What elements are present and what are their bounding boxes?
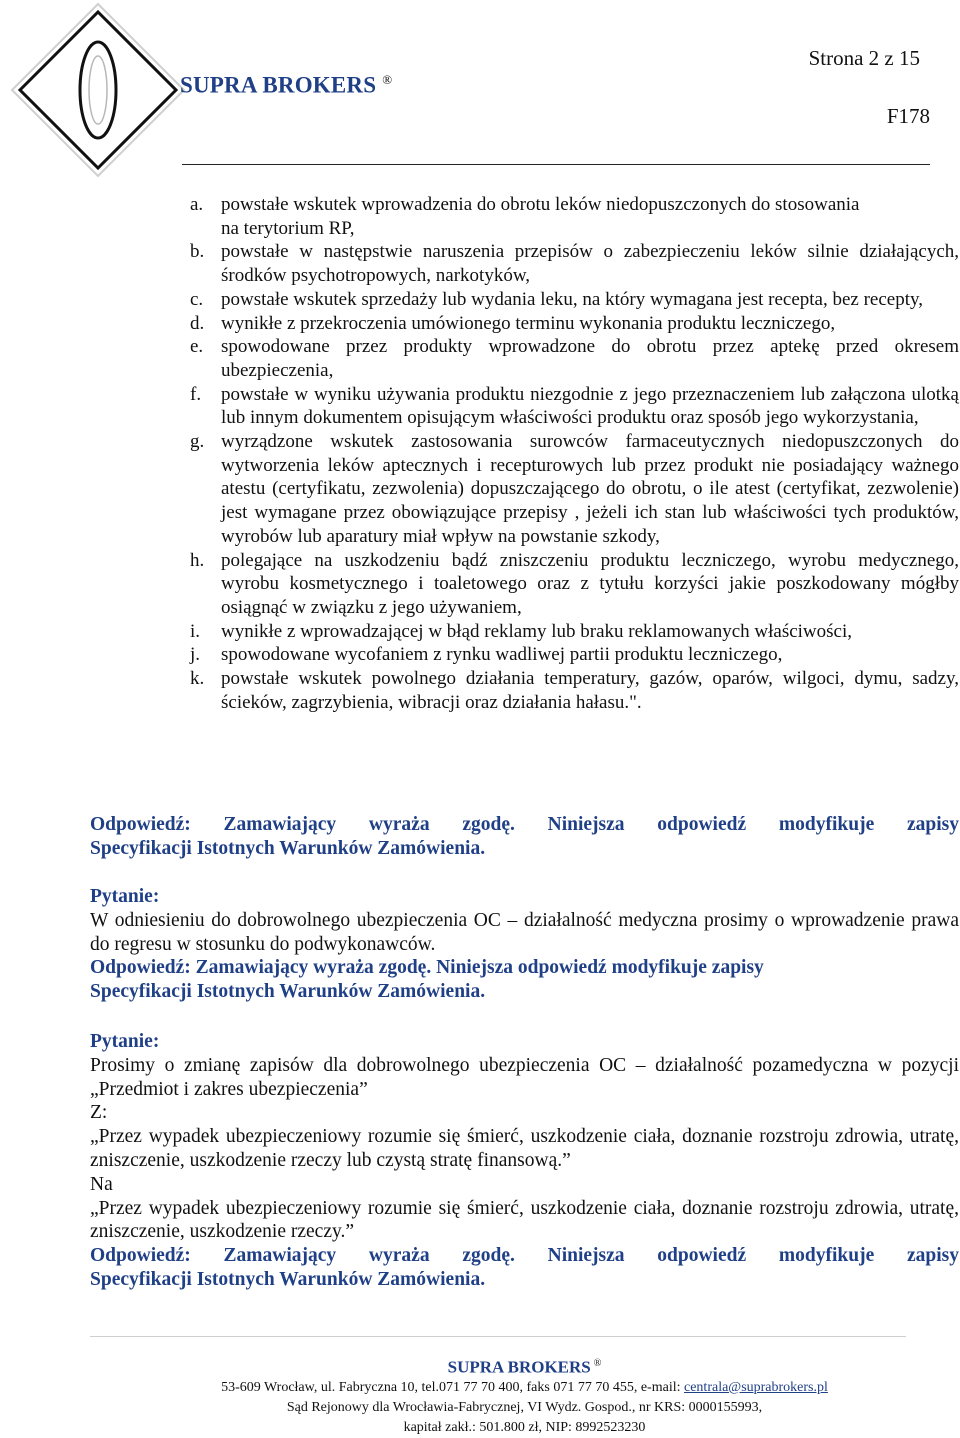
question-2-label: Pytanie: xyxy=(90,886,160,907)
list-marker: j. xyxy=(190,644,201,666)
list-marker: g. xyxy=(190,431,205,453)
list-marker: b. xyxy=(190,241,205,263)
answer-3-line-2: Specyfikacji Istotnych Warunków Zamówienia. xyxy=(90,1268,486,1290)
list-item-text: polegające na uszkodzeniu bądź zniszczeniu produktu leczniczego, wyrobu medycznego, wyrobu kosmetycznego i toaletowego oraz z tytułu korzyści jakie poszkodowany mógłby osiągnąć w związku z jego używaniem, xyxy=(221,549,959,618)
list-item-text: spowodowane wycofaniem z rynku wadliwej partii produktu leczniczego, xyxy=(221,644,783,666)
footer-brand: SUPRA BROKERS ® xyxy=(447,1357,602,1377)
page-number: Strona 2 z 15 xyxy=(808,46,920,70)
question-3-label: Pytanie: xyxy=(90,1031,160,1052)
footer xyxy=(90,1354,959,1438)
list-item xyxy=(190,667,959,714)
list-item xyxy=(190,312,959,336)
header-divider xyxy=(182,164,930,165)
list-item-text: powstałe wskutek wprowadzenia do obrotu leków niedopuszczonych do stosowania na terytorium RP, xyxy=(221,194,860,239)
answer-1-line-1: Odpowiedź: Zamawiający wyraża zgodę. Niniejsza odpowiedź modyfikuje zapisy xyxy=(90,814,959,835)
list-marker: k. xyxy=(190,668,205,690)
answer-2-line-1: Odpowiedź: Zamawiający wyraża zgodę. Niniejsza odpowiedź modyfikuje zapisy xyxy=(90,957,764,979)
list-item-text: powstałe w następstwie naruszenia przepisów o zabezpieczeniu leków silnie działających, środków psychotropowych, narkotyków, xyxy=(221,241,959,287)
exclusions-list xyxy=(190,193,959,714)
list-item xyxy=(190,430,959,549)
list-item xyxy=(190,620,959,644)
header-brand: SUPRA BROKERS ® xyxy=(180,72,393,98)
footer-email-link[interactable]: centrala@suprabrokers.pl xyxy=(684,1379,828,1395)
answer-1-line-2: Specyfikacji Istotnych Warunków Zamówienia. xyxy=(90,837,486,859)
list-item xyxy=(190,643,959,667)
to-label: Na xyxy=(90,1173,113,1195)
footer-court: Sąd Rejonowy dla Wrocławia-Fabrycznej, VI Wydz. Gospod., nr KRS: 0000155993, xyxy=(286,1399,763,1415)
list-item-text: wynikłe z przekroczenia umówionego terminu wykonania produktu leczniczego, xyxy=(221,312,836,334)
list-item xyxy=(190,549,959,620)
list-item-text: powstałe w wyniku używania produktu niezgodnie z jego przeznaczeniem lub załączona ulotką lub innym dokumentem opisującym właściwości produktu oraz sposób jego wykorzystania, xyxy=(221,383,959,429)
list-item xyxy=(190,193,959,240)
answer-1 xyxy=(90,813,959,861)
supra-brokers-logo xyxy=(8,0,188,180)
list-marker: i. xyxy=(190,620,201,642)
to-text: „Przez wypadek ubezpieczeniowy rozumie się śmierć, uszkodzenie ciała, doznanie rozstroju zdrowia, utratę, zniszczenie, uszkodzenie rzeczy.” xyxy=(90,1197,959,1243)
list-item-text: wyrządzone wskutek zastosowania surowców farmaceutycznych niedopuszczonych do wytworzenia leków aptecznych i recepturowych lub przez produkt nie posiadający ważnego atestu (certyfikatu, zezwolenia) dopuszczającego do obrotu, o ile atest (certyfikat, zezwolenie) jest wymagane przez obowiązujące przepisy , jeżeli ich stan lub właściwości tych produktów, wyrobów lub aparatury miał wpływ na powstanie szkody, xyxy=(221,431,959,547)
registered-mark: ® xyxy=(382,72,393,87)
section-3 xyxy=(90,1030,959,1292)
form-code: F178 xyxy=(886,104,930,128)
list-marker: h. xyxy=(190,549,205,571)
list-item-text: wynikłe z wprowadzającej w błąd reklamy lub braku reklamowanych właściwości, xyxy=(221,620,852,642)
list-item-text: powstałe wskutek sprzedaży lub wydania leku, na który wymagana jest recepta, bez recepty, xyxy=(221,288,924,310)
list-item xyxy=(190,383,959,430)
question-3-text: Prosimy o zmianę zapisów dla dobrowolnego ubezpieczenia OC – działalność pozamedyczna w pozycji „Przedmiot i zakres ubezpieczenia” xyxy=(90,1054,959,1100)
footer-registered-mark: ® xyxy=(593,1358,602,1369)
list-item xyxy=(190,335,959,382)
from-text: „Przez wypadek ubezpieczeniowy rozumie się śmierć, uszkodzenie ciała, doznanie rozstroju zdrowia, utratę, zniszczenie, uszkodzenie rzeczy lub czystą stratę finansową.” xyxy=(90,1126,959,1171)
answer-3-line-1: Odpowiedź: Zamawiający wyraża zgodę. Niniejsza odpowiedź modyfikuje zapisy xyxy=(90,1245,959,1267)
footer-capital: kapitał zakł.: 501.800 zł, NIP: 8992523230 xyxy=(403,1419,646,1435)
list-marker: c. xyxy=(190,288,204,310)
answer-2-line-2: Specyfikacji Istotnych Warunków Zamówienia. xyxy=(90,981,486,1003)
question-2-text: W odniesieniu do dobrowolnego ubezpieczenia OC – działalność medyczna prosimy o wprowadzenie prawa do regresu w stosunku do podwykonawców. xyxy=(90,909,959,955)
footer-divider xyxy=(90,1336,906,1337)
list-item-text: powstałe wskutek powolnego działania temperatury, gazów, oparów, wilgoci, dymu, sadzy, ścieków, zagrzybienia, wibracji oraz działania hałasu.". xyxy=(221,668,959,713)
footer-address: 53-609 Wrocław, ul. Fabryczna 10, tel.071 77 70 400, faks 071 77 70 455, e-mail: centrala@suprabrokers.pl xyxy=(221,1379,828,1395)
list-marker: d. xyxy=(190,312,205,334)
list-item xyxy=(190,288,959,312)
list-marker: a. xyxy=(190,194,204,215)
list-marker: f. xyxy=(190,383,202,405)
list-marker: e. xyxy=(190,336,204,358)
from-label: Z: xyxy=(90,1102,108,1124)
section-2 xyxy=(90,885,959,1004)
list-item-text: spowodowane przez produkty wprowadzone do obrotu przez aptekę przed okresem ubezpieczenia, xyxy=(221,336,959,381)
list-item xyxy=(190,240,959,287)
